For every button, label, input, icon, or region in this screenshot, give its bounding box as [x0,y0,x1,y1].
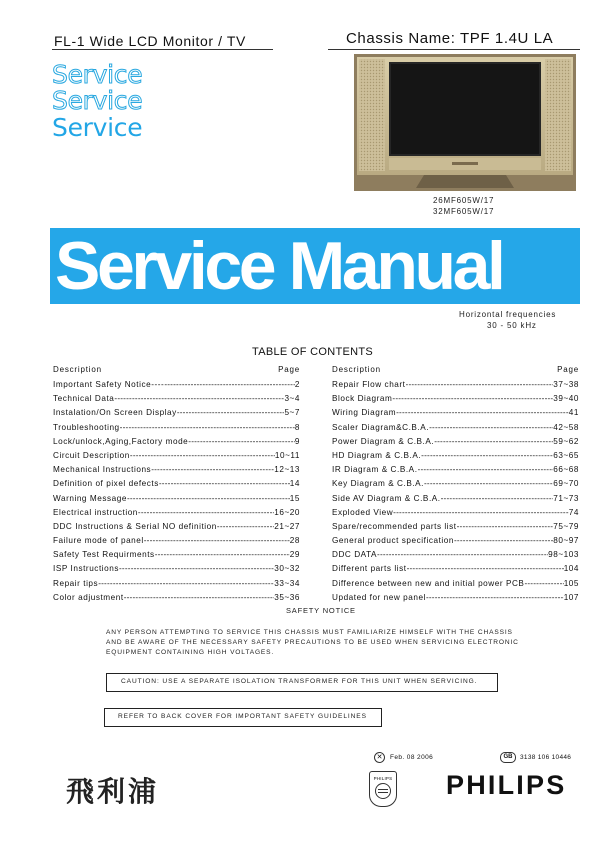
toc-entry-title: Power Diagram & C.B.A. [332,436,435,446]
toc-leader-dots [396,408,569,417]
toc-leader-dots [119,564,274,573]
toc-entry-title: IR Diagram & C.B.A. [332,465,418,475]
toc-entry[interactable] [53,380,300,394]
toc-entry-page: 98~103 [548,550,579,560]
toc-entry[interactable] [53,508,300,522]
header-rule-left [52,49,273,50]
toc-entry-title: Updated for new panel [332,592,426,602]
toc-leader-dots [524,579,563,588]
toc-entry-page: 21~27 [274,521,300,531]
toc-entry-page: 16~20 [274,507,300,517]
toc-leader-dots [457,522,554,531]
safety-notice-line-3: EQUIPMENT CONTAINING HIGH VOLTAGES. [106,649,275,657]
toc-entry-page: 14 [289,479,300,489]
toc-leader-dots [392,394,553,403]
toc-leader-dots [424,479,553,488]
toc-leader-dots [441,494,554,503]
frequency-label: Horizontal frequencies [459,310,557,319]
toc-entry-title: Failure mode of panel [53,536,144,546]
toc-entry-page: 29 [289,550,300,560]
toc-entry-title: Difference between new and initial power PCB [332,578,525,588]
toc-entry-page: 3~4 [284,394,300,404]
toc-entry-page: 5~7 [284,408,300,418]
toc-entry-page: 2 [294,380,300,389]
philips-emblem [369,771,397,807]
toc-entry[interactable] [332,408,579,422]
toc-right-desc-header: Description [332,365,381,374]
toc-entry-page: 30~32 [274,564,300,574]
toc-leader-dots [114,394,284,403]
toc-entry-title: Repair Flow chart [332,380,406,389]
toc-leader-dots [421,451,553,460]
toc-entry-page: 105 [563,578,579,588]
toc-entry[interactable] [53,465,300,479]
toc-entry-title: General product specification [332,536,454,546]
toc-entry-page: 37~38 [553,380,579,389]
toc-entry-page: 39~40 [553,394,579,404]
toc-leader-dots [188,437,295,446]
frequency-range: 30 - 50 kHz [487,321,537,330]
toc-entry[interactable] [53,437,300,451]
toc-entry-page: 74 [568,507,579,517]
toc-leader-dots [377,550,548,559]
toc-left-desc-header: Description [53,365,102,374]
toc-entry-page: 66~68 [553,465,579,475]
caution-text: CAUTION: USE A SEPARATE ISOLATION TRANSFORMER FOR THIS UNIT WHEN SERVICING. [121,678,478,685]
toc-entry-title: Block Diagram [332,394,393,404]
toc-entry-page: 104 [563,564,579,574]
toc-entry[interactable] [332,437,579,451]
toc-leader-dots [164,380,295,389]
toc-entry-title: Spare/recommended parts list [332,521,457,531]
toc-leader-dots [406,380,554,389]
toc-entry[interactable] [332,479,579,493]
toc-left-list [53,380,300,607]
toc-right-column [332,365,579,607]
toc-entry[interactable] [53,451,300,465]
toc-entry-page: 28 [289,536,300,546]
refer-box [104,708,382,727]
model-number-2: 32MF605W/17 [433,207,495,216]
doc-number: 3138 106 10446 [520,754,572,761]
toc-leader-dots [98,579,274,588]
toc-entry[interactable] [332,550,579,564]
toc-leader-dots [177,408,285,417]
toc-entry-title: Different parts list [332,564,407,574]
philips-emblem-text: PHILIPS [373,776,393,781]
toc-leader-dots [393,508,569,517]
toc-entry[interactable] [53,550,300,564]
safety-notice-text [106,628,536,659]
toc-entry[interactable] [53,579,300,593]
toc-entry-title: Color adjustment [53,592,124,602]
toc-entry[interactable] [332,380,579,394]
toc-leader-dots [159,479,290,488]
toc-entry-page: 33~34 [274,578,300,588]
toc-entry-title: Instalation/On Screen Display [53,408,177,418]
philips-wordmark: PHILIPS [446,770,567,800]
toc-leader-dots [155,550,290,559]
toc-entry-page: 10~11 [274,450,300,460]
service-logo-solid: Service [52,113,143,142]
toc-leader-dots [124,593,275,602]
safety-notice-line-1: ANY PERSON ATTEMPTING TO SERVICE THIS CHASSIS MUST FAMILIARIZE HIMSELF WITH THE CHASSIS [106,629,513,636]
toc-entry-page: 35~36 [274,592,300,602]
toc-right-header [332,365,579,380]
toc-entry-title: DDC Instructions & Serial NO definition [53,521,217,531]
toc-entry-page: 42~58 [553,422,579,432]
service-manual-banner [50,228,580,304]
banner-title: Service Manual [55,228,503,304]
toc-left-header [53,365,300,380]
toc-right-list [332,380,579,607]
toc-left-column [53,365,300,607]
toc-leader-dots [407,564,564,573]
toc-entry-title: Wiring Diagram [332,408,397,418]
toc-entry-title: Warning Message [53,493,127,503]
toc-entry-page: 8 [294,422,300,432]
toc-entry[interactable] [332,522,579,536]
toc-entry-page: 59~62 [553,436,579,446]
toc-entry-page: 9 [294,436,300,446]
toc-entry-title: Technical Data [53,394,115,404]
toc-entry-page: 69~70 [553,479,579,489]
toc-entry-title: HD Diagram & C.B.A. [332,450,422,460]
toc-entry[interactable] [53,593,300,607]
toc-entry-page: 80~97 [553,536,579,546]
toc-entry-title: Electrical instruction [53,507,138,517]
toc-leader-dots [127,494,290,503]
toc-entry-page: 75~79 [553,521,579,531]
philips-shield-icon [375,783,391,799]
toc-leader-dots [217,522,274,531]
product-line-title: FL-1 Wide LCD Monitor / TV [54,33,246,49]
toc-entry-page: 15 [289,493,300,503]
service-logo-outline-2: Service [52,86,143,115]
toc-entry-title: Scaler Diagram&C.B.A. [332,422,430,432]
toc-left-page-header: Page [278,365,300,374]
safety-notice-title: SAFETY NOTICE [286,606,356,615]
toc-entry[interactable] [332,508,579,522]
chinese-brand-logo: 飛利浦 [66,775,160,808]
gb-badge-text: GB [503,754,513,760]
toc-entry[interactable] [332,423,579,437]
toc-entry[interactable] [332,536,579,550]
toc-entry-title: DDC DATA [332,550,378,560]
toc-leader-dots [434,437,553,446]
toc-entry-title: Definition of pixel defects [53,479,159,489]
toc-leader-dots [138,508,274,517]
toc-entry[interactable] [332,465,579,479]
toc-entry[interactable] [332,451,579,465]
toc-entry-page: 63~65 [553,450,579,460]
gb-badge [500,752,516,763]
toc-entry-title: Circuit Description [53,450,130,460]
toc-leader-dots [429,423,553,432]
toc-entry-title: Exploded View [332,507,394,517]
toc-leader-dots [130,451,275,460]
toc-right-page-header: Page [557,365,579,374]
toc-entry-title: Side AV Diagram & C.B.A. [332,493,441,503]
toc-entry[interactable] [53,522,300,536]
toc-entry-title: Troubleshooting [53,422,120,432]
toc-entry[interactable] [53,536,300,550]
service-logo-outline-1: Service [52,60,143,89]
safety-notice-line-2: AND BE AWARE OF THE NECESSARY SAFETY PRECAUTIONS TO BE USED WHEN SERVICING ELECTRONIC [106,639,519,647]
toc-entry[interactable] [53,494,300,508]
toc-entry[interactable] [53,423,300,437]
caution-box [106,673,498,692]
toc-entry-title: Important Safety Notice---- [53,380,165,389]
toc-entry-title: Safety Test Requirments [53,550,155,560]
toc-entry[interactable] [53,479,300,493]
toc-entry-title: Repair tips [53,578,99,588]
toc-entry[interactable] [332,394,579,408]
toc-entry-page: 107 [563,592,579,602]
toc-entry-page: 12~13 [274,465,300,475]
toc-entry-title: Mechanical Instructions [53,465,152,475]
toc-entry-title: Lock/unlock,Aging,Factory mode [53,436,189,446]
toc-leader-dots [454,536,553,545]
footer-date: Feb. 08 2006 [390,754,434,761]
toc-entry-title: Key Diagram & C.B.A. [332,479,424,489]
toc-title: TABLE OF CONTENTS [252,346,374,358]
refer-text: REFER TO BACK COVER FOR IMPORTANT SAFETY GUIDELINES [118,713,367,720]
toc-entry[interactable] [332,579,579,593]
toc-leader-dots [144,536,290,545]
toc-entry[interactable] [332,593,579,607]
toc-entry[interactable] [53,394,300,408]
tv-product-image [354,54,576,191]
chassis-name: Chassis Name: TPF 1.4U LA [346,30,554,47]
toc-entry-page: 71~73 [553,493,579,503]
toc-leader-dots [120,423,295,432]
toc-leader-dots [151,465,274,474]
header-rule-right [328,49,580,50]
toc-entry[interactable] [53,564,300,578]
model-number-1: 26MF605W/17 [433,196,495,205]
date-icon: ✕ [374,752,385,763]
toc-entry[interactable] [332,564,579,578]
toc-entry-title: ISP Instructions [53,564,119,574]
toc-entry-page: 41 [568,408,579,418]
toc-entry[interactable] [332,494,579,508]
toc-leader-dots [418,465,554,474]
toc-entry[interactable] [53,408,300,422]
toc-leader-dots [426,593,564,602]
